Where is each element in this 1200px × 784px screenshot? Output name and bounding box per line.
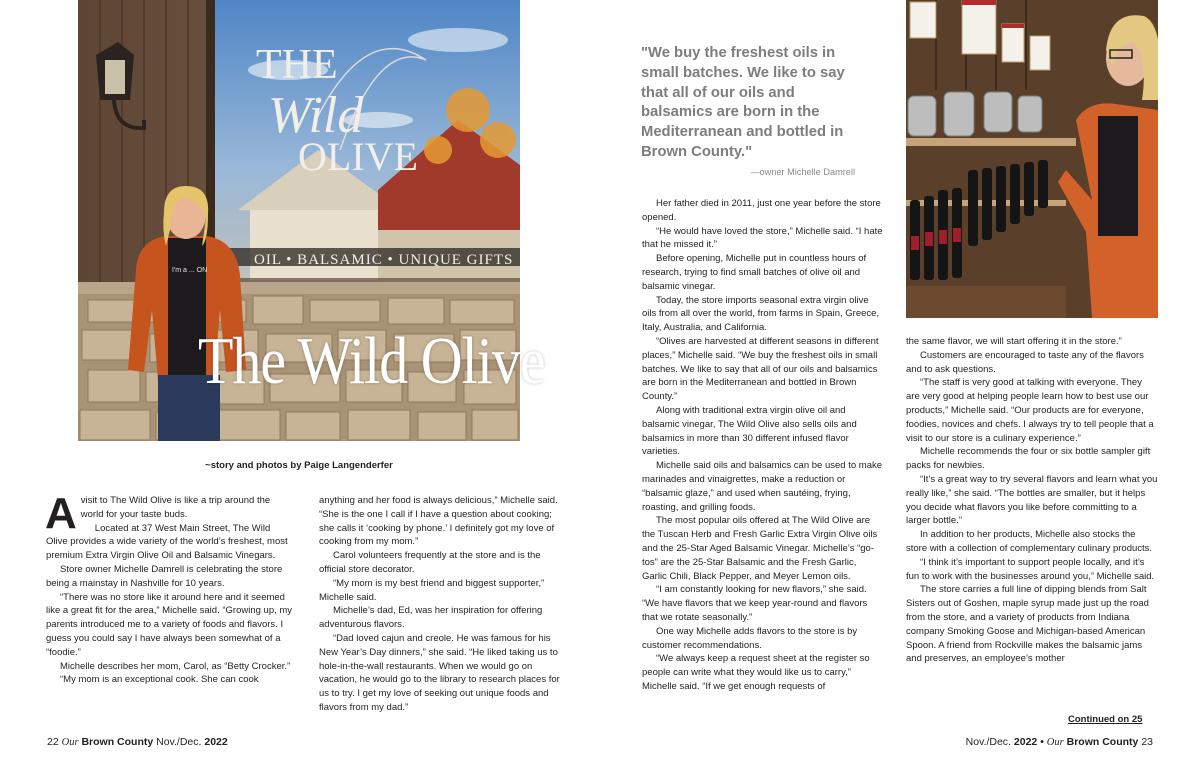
paragraph: “It’s a great way to try several flavors and learn what you really like,” she said. “The bottles are smaller, but it helps you decide what flavors you like before committing to a larger bottle.” — [906, 473, 1158, 527]
shirt-print: I'm a ... ON — [172, 267, 208, 274]
magazine-name: Brown County — [1066, 736, 1139, 748]
paragraph: Store owner Michelle Damrell is celebrating the store being a mainstay in Nashville for 10 years. — [46, 563, 283, 589]
article-title: The Wild Olive — [198, 323, 545, 398]
paragraph: Today, the store imports seasonal extra virgin olive oils from all over the world, from farms in Spain, Greece, Italy, Australia, and California. — [642, 294, 880, 334]
paragraph: “The staff is very good at talking with everyone. They are very good at helping people learn how to best use our products,” Michelle said. “Our products are for everyone, foodies, novices and chefs. I always try to tell people that a visit to our store is a culinary experience.” — [906, 377, 1154, 444]
paragraph: “We always keep a request sheet at the register so people can write what they would like us to carry,” Michelle said. “If we get enough requests of — [642, 653, 870, 692]
right-folio — [966, 736, 1153, 748]
paragraph: “I think it’s important to support people locally, and it’s fun to work with the businesses around you,” Michelle said. — [906, 556, 1155, 582]
issue-label: Nov./Dec. — [965, 736, 1011, 748]
magazine-name: Brown County — [81, 736, 154, 748]
magazine-prefix: Our — [61, 737, 79, 748]
paragraph: The most popular oils offered at The Wild Olive are the Tuscan Herb and Fresh Garlic Extra Virgin Olive oils and the 25-Star Aged Balsamic Vinegar. Michelle’s “go-tos” are the 25-Star Balsamic and the Fresh Garlic, Garlic Chili, Black Pepper, and Meyer Lemon oils. — [642, 515, 878, 582]
paragraph: Located at 37 West Main Street, The Wild Olive provides a wide variety of the world’s freshest, most premium Extra Virgin Olive Oil and Balsamic Vinegars. — [46, 522, 288, 562]
paragraph: Michelle describes her mom, Carol, as “Betty Crocker.” — [60, 660, 291, 672]
paragraph: visit to The Wild Olive is like a trip around the world for your taste buds. — [80, 495, 271, 520]
issue-year: 2022 — [1013, 736, 1038, 748]
drop-cap: A — [45, 489, 77, 538]
byline: ~story and photos by Paige Langenderfer — [205, 460, 393, 471]
paragraph: Michelle recommends the four or six bottle sampler gift packs for newbies. — [906, 446, 1151, 472]
window-sign-olive: OLIVE — [298, 134, 418, 179]
folio-bullet: • — [1040, 736, 1044, 748]
continued-link[interactable]: Continued on 25 — [1068, 714, 1143, 725]
paragraph: In addition to her products, Michelle also stocks the store with a collection of complementary culinary products. — [906, 529, 1153, 554]
pull-quote: "We buy the freshest oils in small batches. We like to say that all of our oils and balsamics are born in the Mediterranean and bottled in Brown County." — [641, 45, 845, 160]
article-column-4 — [906, 335, 1158, 666]
issue-label: Nov./Dec. — [156, 736, 202, 748]
paragraph: Before opening, Michelle put in countless hours of research, trying to find small batches of olive oil and balsamic vinegar. — [642, 253, 867, 292]
paragraph: Michelle said oils and balsamics can be used to make marinades and vinaigrettes, make a reduction or “balsamic glaze,” and used when sautéing, frying, roasting, and grilling foods. — [642, 460, 883, 513]
article-column-3 — [642, 197, 883, 694]
paragraph: Carol volunteers frequently at the store and is the official store decorator. — [319, 550, 541, 575]
paragraph: anything and her food is always delicious,” Michelle said. “She is the one I call if I have a question about cooking; she calls it ‘cooking by phone.’ I definitely got my love of cooking from my mom.” — [319, 495, 558, 548]
paragraph: Along with traditional extra virgin olive oil and balsamic vinegar, The Wild Olive also sells oils and balsamics in more than 30 different infused flavor varieties. — [642, 404, 857, 458]
magazine-prefix: Our — [1046, 737, 1064, 748]
window-sign-the: THE — [256, 42, 338, 88]
paragraph: Her father died in 2011, just one year before the store opened. — [642, 198, 881, 223]
window-sign-strip: OIL • BALSAMIC • UNIQUE GIFTS — [254, 252, 514, 268]
paragraph: “There was no store like it around here and it seemed like a great fit for the area,” Michelle said. “Growing up, my parents introduced me to a variety of foods and flavors. I guess you could say I have always been somewhat of a “foodie.” — [46, 591, 293, 658]
paragraph: “Dad loved cajun and creole. He was famous for his New Year’s Day dinners,” she said. “He liked taking us to hole-in-the-wall restaurants. When we would go on vacation, he would go to the library to research places for us to try. I get my love of seeking out unique foods and flavors from my dad.” — [319, 632, 560, 713]
right-page — [600, 0, 1200, 784]
paragraph: Customers are encouraged to taste any of the flavors and to ask questions. — [906, 349, 1144, 375]
issue-year: 2022 — [204, 736, 228, 748]
pull-quote-attribution: —owner Michelle Damrell — [750, 167, 855, 177]
window-sign-wild: Wild — [268, 87, 364, 144]
left-folio — [47, 736, 228, 748]
paragraph: “My mom is my best friend and biggest supporter,” Michelle said. — [319, 577, 545, 603]
article-column-1 — [45, 489, 294, 687]
page-number: 23 — [1141, 736, 1153, 748]
shop-interior-photo — [906, 0, 1158, 318]
paragraph: “He would have loved the store,” Michelle said. “I hate that he missed it.” — [642, 225, 883, 251]
article-column-2 — [319, 494, 567, 715]
paragraph: “Olives are harvested at different seasons in different places,” Michelle said. “We buy the freshest oils in small batches. We like to say that all of our oils and balsamics are born in the Mediterranean and bottled in Brown County.” — [642, 335, 879, 403]
paragraph: Michelle’s dad, Ed, was her inspiration for offering adventurous flavors. — [319, 605, 543, 631]
paragraph: One way Michelle adds flavors to the store is by customer recommendations. — [642, 625, 858, 651]
paragraph: “I am constantly looking for new flavors,” she said. “We have flavors that we keep year-round and flavors that we rotate seasonally.” — [642, 584, 868, 623]
shop-interior-illustration — [906, 0, 1158, 318]
paragraph: “My mom is an exceptional cook. She can cook — [60, 674, 259, 686]
paragraph: the same flavor, we will start offering it in the store.” — [906, 336, 1122, 347]
page-number: 22 — [47, 736, 59, 748]
paragraph: The store carries a full line of dipping blends from Salt Sisters out of Goshen, maple syrup made just up the road from the store, and a variety of products from Indiana company Smoking Goose and Michigan-based American Spoon. A friend from Rockville makes the balsamic jams and preserves, an employee’s mother — [906, 584, 1149, 665]
